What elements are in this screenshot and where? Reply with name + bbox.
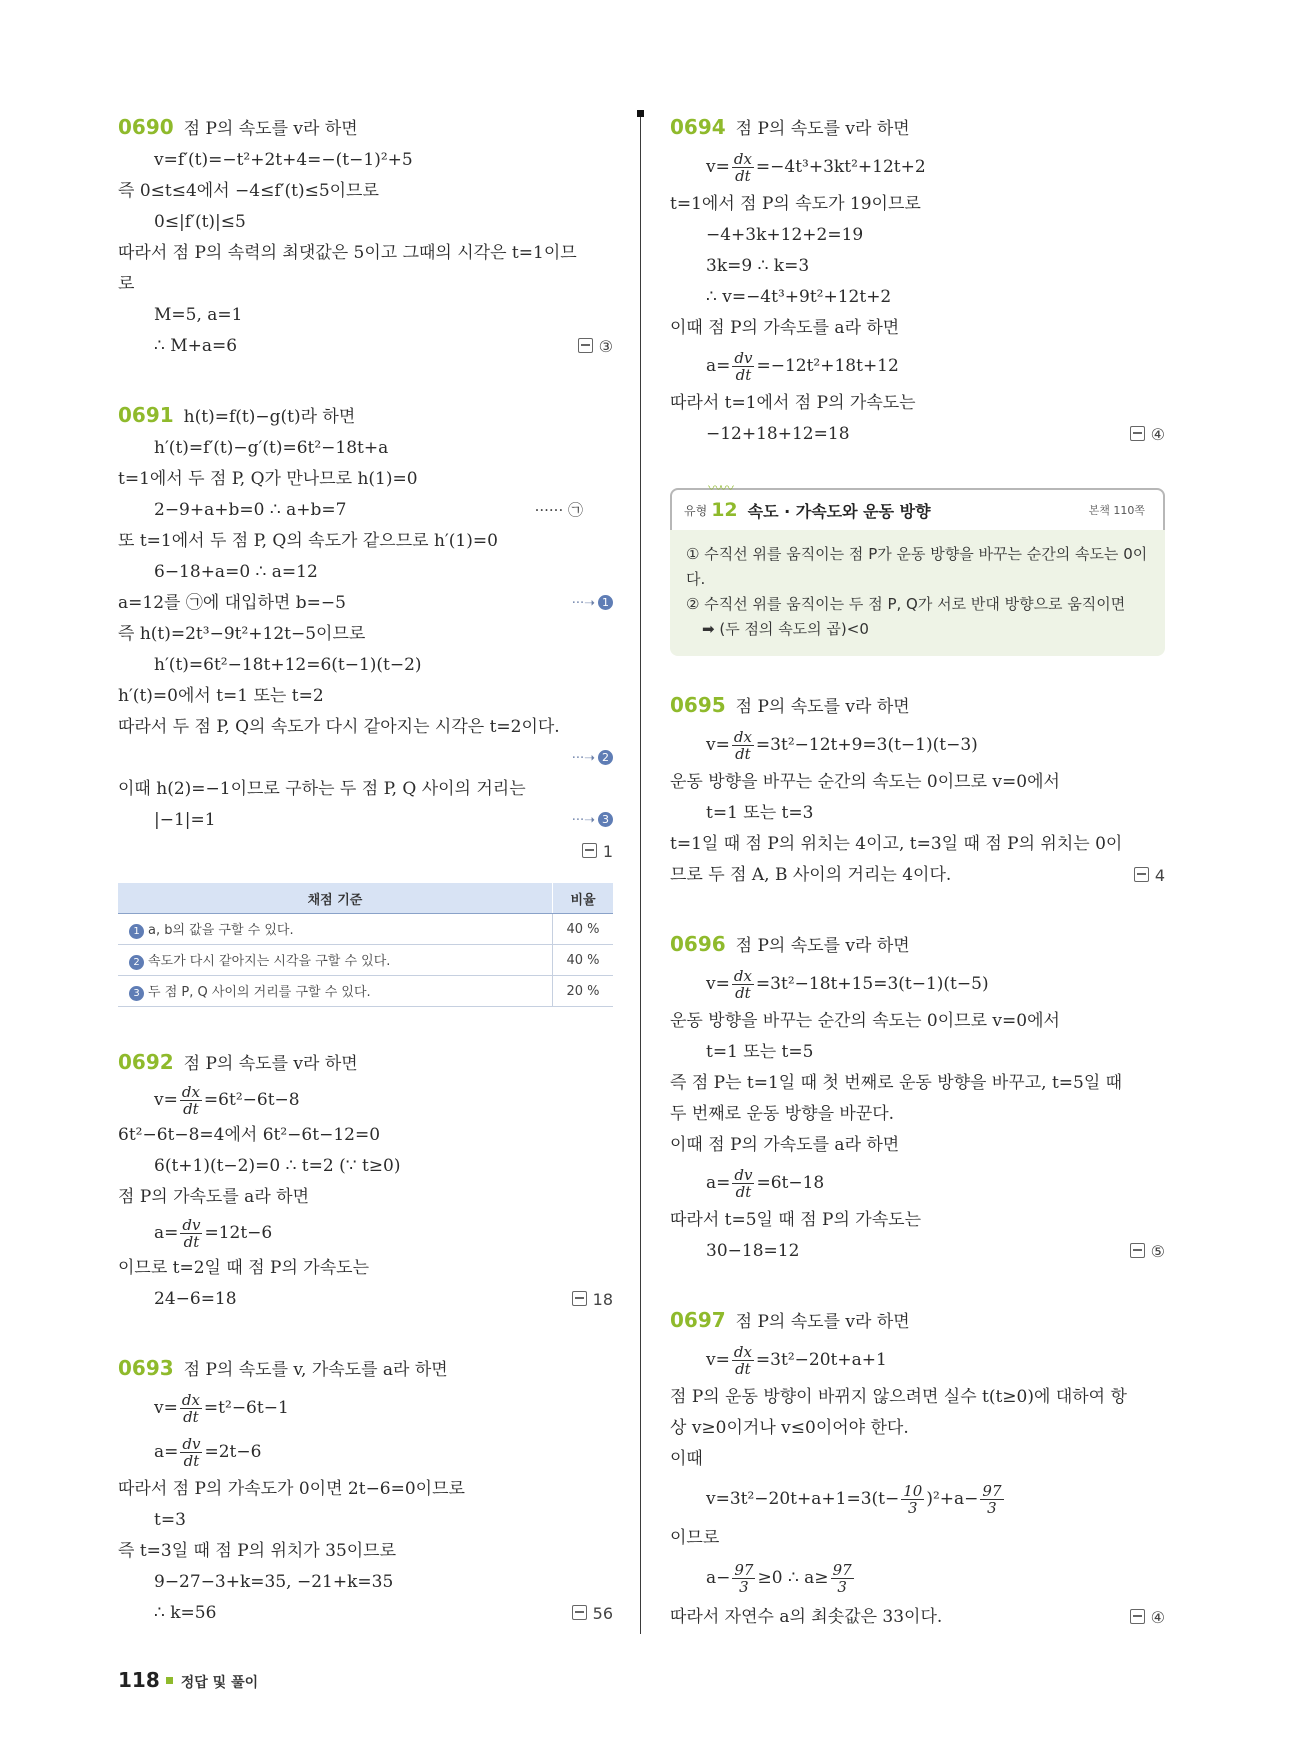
solution-line: 점 P의 속도를 v라 하면 <box>735 119 910 139</box>
answer-icon <box>1130 1609 1145 1624</box>
step-marker: ···➝ 1 <box>572 588 613 619</box>
answer-value: ⑤ <box>1150 1242 1165 1261</box>
solution-line: h′(t)=6t²−18t+12=6(t−1)(t−2) <box>154 655 422 675</box>
solution-line: 점 P의 속도를 v라 하면 <box>183 119 358 139</box>
solution-line: 운동 방향을 바꾸는 순간의 속도는 0이므로 v=0에서 <box>670 1011 1060 1031</box>
solution-line: t=1일 때 점 P의 위치는 4이고, t=3일 때 점 P의 위치는 0이 <box>670 834 1123 854</box>
footer-square-icon <box>166 1677 173 1684</box>
type-box <box>670 481 1165 656</box>
solution-line: 이므로 t=2일 때 점 P의 가속도는 <box>118 1258 369 1278</box>
solution-line: 이므로 <box>670 1528 720 1548</box>
solution-line: |−1|=1 <box>154 810 216 830</box>
right-column <box>670 112 1165 1671</box>
answer-icon <box>1134 867 1149 882</box>
solution-line: v= $\frac{dx}{dt}$ =3t²−18t+15=3(t−1)(t−5) <box>706 967 989 1002</box>
answer-badge <box>572 1284 613 1315</box>
solution-line: 로 <box>118 274 135 294</box>
solution-line: v=f′(t)=−t²+2t+4=−(t−1)²+5 <box>154 150 413 170</box>
table-row: 1 a, b의 값을 구할 수 있다. 40 % <box>118 914 613 945</box>
problem-number: 0696 <box>670 932 726 956</box>
solution-line: 점 P의 속도를 v라 하면 <box>735 697 910 717</box>
solution-line: 따라서 t=5일 때 점 P의 가속도는 <box>670 1210 921 1230</box>
solution-line: 점 P의 속도를 v라 하면 <box>735 936 910 956</box>
solution-line: 운동 방향을 바꾸는 순간의 속도는 0이므로 v=0에서 <box>670 772 1060 792</box>
problem-number: 0691 <box>118 403 174 427</box>
answer-badge <box>1134 860 1165 891</box>
solution-line: 30−18=12 <box>706 1241 800 1261</box>
left-column <box>118 112 613 1667</box>
problem-number: 0692 <box>118 1050 174 1074</box>
solution-line: 24−6=18 <box>154 1289 237 1309</box>
solution-line: 따라서 t=1에서 점 P의 가속도는 <box>670 393 916 413</box>
solution-line: 즉 t=3일 때 점 P의 위치가 35이므로 <box>118 1541 397 1561</box>
problem-0690 <box>118 112 613 362</box>
problem-0695 <box>670 690 1165 891</box>
problem-number: 0694 <box>670 115 726 139</box>
type-title: 속도 · 가속도와 운동 방향 <box>747 501 931 521</box>
answer-icon <box>1130 1243 1145 1258</box>
solution-line: 점 P의 속도를 v, 가속도를 a라 하면 <box>183 1360 448 1380</box>
solution-line: 따라서 점 P의 속력의 최댓값은 5이고 그때의 시각은 t=1이므 <box>118 243 577 263</box>
solution-line: 즉 h(t)=2t³−9t²+12t−5이므로 <box>118 624 366 644</box>
solution-line: v= $\frac{dx}{dt}$ =−4t³+3kt²+12t+2 <box>706 150 926 185</box>
answer-value: 56 <box>592 1604 613 1623</box>
answer-value: ④ <box>1150 1608 1165 1627</box>
solution-line: 이때 h(2)=−1이므로 구하는 두 점 P, Q 사이의 거리는 <box>118 779 526 799</box>
answer-badge <box>572 1598 613 1629</box>
solution-line: 따라서 점 P의 가속도가 0이면 2t−6=0이므로 <box>118 1479 465 1499</box>
solution-line: 또 t=1에서 두 점 P, Q의 속도가 같으므로 h′(1)=0 <box>118 531 498 551</box>
solution-line: 이때 점 P의 가속도를 a라 하면 <box>670 318 900 338</box>
problem-number: 0693 <box>118 1356 174 1380</box>
answer-badge <box>1130 1236 1165 1267</box>
problem-0696 <box>670 929 1165 1267</box>
solution-line: a− $\frac{97}{3}$ ≥0 ∴ a≥ $\frac{97}{3}$ <box>706 1561 852 1596</box>
solution-line: h(t)=f(t)−g(t)라 하면 <box>183 407 356 427</box>
solution-line: a= $\frac{dv}{dt}$ =−12t²+18t+12 <box>706 349 899 384</box>
equation-marker: ······ ㉠ <box>534 501 583 519</box>
problem-0697 <box>670 1305 1165 1633</box>
answer-value: ④ <box>1150 425 1165 444</box>
solution-line: a= $\frac{dv}{dt}$ =12t−6 <box>154 1216 273 1251</box>
solution-line: 9−27−3+k=35, −21+k=35 <box>154 1572 394 1592</box>
solution-line: t=1에서 두 점 P, Q가 만나므로 h(1)=0 <box>118 469 418 489</box>
solution-line: 즉 0≤t≤4에서 −4≤f′(t)≤5이므로 <box>118 181 379 201</box>
solution-line: −4+3k+12+2=19 <box>706 225 864 245</box>
solution-line: 점 P의 가속도를 a라 하면 <box>118 1187 309 1207</box>
solution-line: 6−18+a=0 ∴ a=12 <box>154 562 318 582</box>
solution-line: 므로 두 점 A, B 사이의 거리는 4이다. <box>670 865 952 885</box>
problem-0693 <box>118 1353 613 1629</box>
solution-line: 두 번째로 운동 방향을 바꾼다. <box>670 1104 895 1124</box>
page-footer <box>118 1668 258 1692</box>
solution-line: 따라서 두 점 P, Q의 속도가 다시 같아지는 시각은 t=2이다. <box>118 717 560 737</box>
answer-value: ③ <box>598 337 613 356</box>
answer-value: 4 <box>1154 866 1165 885</box>
answer-value: 1 <box>602 842 613 861</box>
scoring-table <box>118 883 613 1007</box>
solution-line: 6t²−6t−8=4에서 6t²−6t−12=0 <box>118 1125 381 1145</box>
answer-value: 18 <box>592 1290 613 1309</box>
type-header: 유형 12 속도 · 가속도와 운동 방향 본책 110쪽 <box>670 488 1165 530</box>
type-point: ➡ (두 점의 속도의 곱)<0 <box>702 620 869 638</box>
solution-line: ∴ k=56 <box>154 1603 217 1623</box>
problem-number: 0690 <box>118 115 174 139</box>
solution-line: t=3 <box>154 1510 186 1530</box>
solution-line: v= $\frac{dx}{dt}$ =3t²−20t+a+1 <box>706 1343 887 1378</box>
solution-line: 2−9+a+b=0 ∴ a+b=7 <box>154 500 347 520</box>
problem-number: 0695 <box>670 693 726 717</box>
solution-line: t=1에서 점 P의 속도가 19이므로 <box>670 194 921 214</box>
footer-title: 정답 및 풀이 <box>180 1675 259 1691</box>
solution-line: M=5, a=1 <box>154 305 243 325</box>
step-marker: ···➝ 2 <box>572 743 613 774</box>
answer-badge <box>578 331 613 362</box>
solution-line: h′(t)=f′(t)−g′(t)=6t²−18t+a <box>154 438 389 458</box>
answer-icon <box>582 843 597 858</box>
table-row: 2 속도가 다시 같아지는 시각을 구할 수 있다. 40 % <box>118 945 613 976</box>
solution-line: 이때 점 P의 가속도를 a라 하면 <box>670 1135 900 1155</box>
answer-icon <box>578 338 593 353</box>
solution-line: 점 P의 속도를 v라 하면 <box>183 1054 358 1074</box>
solution-line: a= $\frac{dv}{dt}$ =6t−18 <box>706 1166 825 1201</box>
page-number: 118 <box>118 1668 160 1692</box>
solution-line: 3k=9 ∴ k=3 <box>706 256 810 276</box>
type-point: ① 수직선 위를 움직이는 점 P가 운동 방향을 바꾸는 순간의 속도는 0이다. <box>686 545 1148 588</box>
type-reference: 본책 110쪽 <box>1088 504 1145 517</box>
solution-line: a=12를 ㉠에 대입하면 b=−5 <box>118 593 346 613</box>
solution-line: 6(t+1)(t−2)=0 ∴ t=2 (∵ t≥0) <box>154 1156 401 1176</box>
column-divider <box>640 114 641 1634</box>
solution-line: ∴ v=−4t³+9t²+12t+2 <box>706 287 892 307</box>
problem-0691 <box>118 400 613 1007</box>
solution-line: t=1 또는 t=3 <box>706 803 814 823</box>
solution-line: v=3t²−20t+a+1=3(t− $\frac{10}{3}$ )²+a− $\frac{97}{3}$ <box>706 1482 1002 1517</box>
problem-0692 <box>118 1047 613 1315</box>
solution-line: t=1 또는 t=5 <box>706 1042 814 1062</box>
answer-badge <box>1130 1602 1165 1633</box>
answer-badge <box>1130 419 1165 450</box>
solution-line: v= $\frac{dx}{dt}$ =t²−6t−1 <box>154 1391 289 1426</box>
step-marker: ···➝ 3 <box>572 805 613 836</box>
answer-icon <box>572 1605 587 1620</box>
type-point: ② 수직선 위를 움직이는 두 점 P, Q가 서로 반대 방향으로 움직이면 <box>686 595 1126 613</box>
answer-icon <box>572 1291 587 1306</box>
solution-line: v= $\frac{dx}{dt}$ =3t²−12t+9=3(t−1)(t−3) <box>706 728 978 763</box>
solution-line: 점 P의 속도를 v라 하면 <box>735 1312 910 1332</box>
problem-number: 0697 <box>670 1308 726 1332</box>
solution-line: 0≤|f′(t)|≤5 <box>154 212 246 232</box>
problem-0694 <box>670 112 1165 450</box>
solution-line: 상 v≥0이거나 v≤0이어야 한다. <box>670 1418 909 1438</box>
solution-line: a= $\frac{dv}{dt}$ =2t−6 <box>154 1435 262 1470</box>
solution-line: −12+18+12=18 <box>706 424 850 444</box>
answer-icon <box>1130 426 1145 441</box>
answer-badge <box>582 836 613 867</box>
solution-line: 따라서 자연수 a의 최솟값은 33이다. <box>670 1607 943 1627</box>
table-header: 비율 <box>553 883 614 914</box>
table-header: 채점 기준 <box>118 883 553 914</box>
solution-line: ∴ M+a=6 <box>154 336 238 356</box>
solution-line: 점 P의 운동 방향이 바뀌지 않으려면 실수 t(t≥0)에 대하여 항 <box>670 1387 1127 1407</box>
solution-line: 즉 점 P는 t=1일 때 첫 번째로 운동 방향을 바꾸고, t=5일 때 <box>670 1073 1123 1093</box>
type-body <box>670 530 1165 656</box>
table-row: 3 두 점 P, Q 사이의 거리를 구할 수 있다. 20 % <box>118 976 613 1007</box>
wave-decoration: 〰〰 <box>708 481 732 497</box>
solution-line: 이때 <box>670 1449 703 1469</box>
solution-line: h′(t)=0에서 t=1 또는 t=2 <box>118 686 324 706</box>
solution-line: v= $\frac{dx}{dt}$ =6t²−6t−8 <box>154 1083 300 1118</box>
divider-marker <box>637 110 644 117</box>
